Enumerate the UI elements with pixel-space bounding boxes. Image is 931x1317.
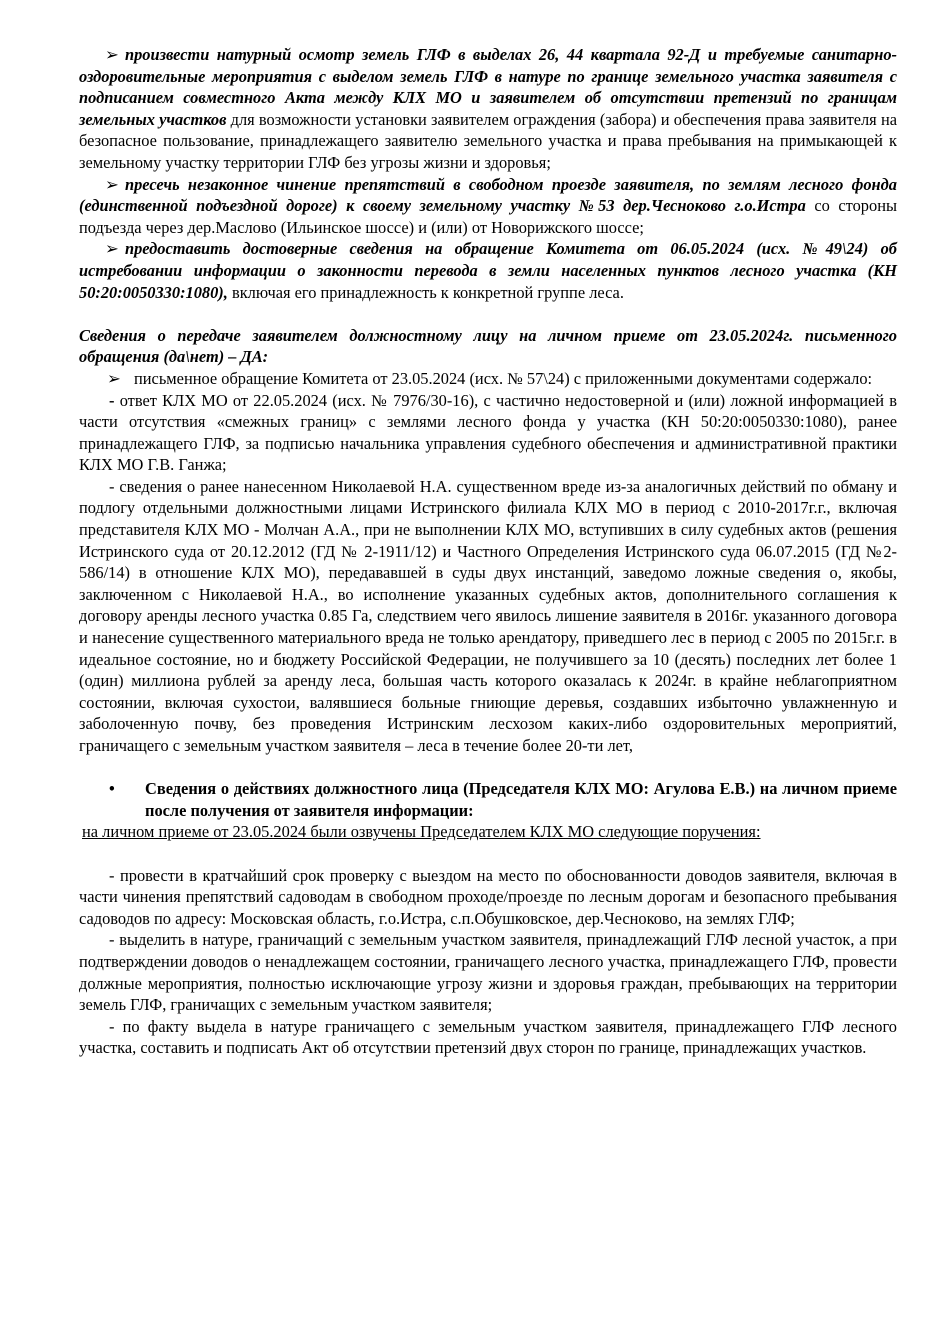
request-item-inspection-rest: для возможности установки заявителем ограждения (забора) и обеспечения права заявителя на безопасное пользование, принадлежащего заявителю земельного участка и права пребывания на примыкающей к земельному участку территории ГЛФ без угрозы жизни и здоровья; [79,109,897,172]
section-heading-actions-text: Сведения о действиях должностного лица (Председателя КЛХ МО: Агулова Е.В.) на личном приеме после получения от заявителя информации: [145,779,897,820]
request-item-access-rest: со стороны подъезда через дер.Маслово (Ильинское шоссе) и (или) от Новорижского шоссе; [79,196,897,237]
arrow-bullet-icon: ➢ [105,239,119,259]
spacer [79,303,897,325]
request-item-access [79,174,897,239]
instructions-intro [79,821,897,843]
request-item-information [79,238,897,303]
arrow-bullet-icon: ➢ [105,174,119,194]
instruction-allocate: - выделить в натуре, граничащий с земельным участком заявителя, принадлежащий ГЛФ лесной участок, а при подтверждении доводов о ненадлежащем состоянии, граничащего лесного участка, принадлежащего ГЛФ, провести должные мероприятия, полностью исключающие угрозу жизни и здоровья граждан, пребывающих на территории земель ГЛФ, граничащих с земельным участком заявителя; [79,930,897,1015]
request-item-inspection-bold: произвести натурный осмотр земель ГЛФ в выделах 26, 44 квартала 92-Д и требуемые санитарно-оздоровительные мероприятия с выделом земель ГЛФ в натуре по границе земельного участка заявителя с подписанием совместного Акта между КЛХ МО и заявителем об отсутствии претензий по границам земельных участков [79,45,897,129]
request-item-access-bold: пресечь незаконное чинение препятствий в свободном проезде заявителя, по землям лесного фонда (единственной подъездной дороге) к своему земельному участку №53 дер.Чесноково г.о.Истра [79,174,897,216]
section-heading-actions [79,778,897,821]
spacer [79,757,897,779]
request-item-information-rest: включая его принадлежность к конкретной группе леса. [227,282,624,302]
round-bullet-icon: • [109,779,115,799]
request-item-inspection [79,44,897,174]
section-heading-transfer: Сведения о передаче заявителем должностному лицу на личном приеме от 23.05.2024г. письменного обращения (да\нет) – ДА: [79,325,897,367]
paragraph-klh-response [79,390,897,476]
list-item-appeal-text: письменное обращение Комитета от 23.05.2024 (исх. № 57\24) с приложенными документами содержало: [134,368,873,388]
arrow-bullet-icon: ➢ [105,45,119,64]
arrow-bullet-icon: ➢ [107,368,121,388]
paragraph-damage-info: - сведения о ранее нанесенном Николаевой Н.А. существенном вреде из-за аналогичных действий по обману и подлогу отдельными должностными лицами Истринского филиала КЛХ МО в период с 2010-2017г.г., включая представителя КЛХ МО - Молчан А.А., при не выполнении КЛХ МО, вступивших в силу судебных актов (решения Истринского суда от 20.12.2012 (ГД № 2-1911/12) и Частного Определения Истринского суда 06.07.2015 (ГД №2-586/14) в отношение КЛХ МО), передававшей в суды двух инстанций, заведомо ложные сведения о, якобы, заключенном с Николаевой Н.А., во исполнение указанных судебных актов, дополнительного соглашения к договору аренды лесного участка 0.85 Га, следствием чего явилось лишение заявителя в 2016г. указанного договора и нанесение существенного материального вреда не только арендатору, приведшего лес в период с 2005 по 2015г.г. в идеальное состояние, но и бюджету Российской Федерации, не получившего за 10 (десять) последних лет более 1 (один) миллиона рублей за аренду леса, большая часть которого оказалась к 2024г. в крайне неблагоприятном состоянии, включая сухостои, валявшиеся больные гниющие деревья, создавших избыточно увлажненную и заболоченную почву, без проведения Истринским лесхозом каких-либо оздоровительных мероприятий, граничащего с земельным участком заявителя – леса в течение более 20-ти лет, [79,476,897,755]
instructions-intro-text: на личном приеме от 23.05.2024 были озвучены Председателем КЛХ МО следующие поручения: [82,822,761,842]
list-item-appeal [79,368,897,390]
spacer [79,843,897,865]
instruction-inspection: - провести в кратчайший срок проверку с выездом на место по обоснованности доводов заявителя, включая в части чинения препятствий садоводам в свободном проходе/проезде по лесным дорогам и безопасного пребывания садоводов по адресу: Московская область, г.о.Истра, с.п.Обушковское, дер.Чесноково, на землях ГЛФ; [79,865,897,928]
paragraph-klh-response-text: ответ КЛХ МО от 22.05.2024 (исх. № 7976/30-16), с частично недостоверной и (или) ложной информацией в части отсутствия «смежных границ» с землями лесного фонда у участка (КН 50:20:0050330:1080), ранее принадлежащего ГЛФ, за подписью начальника управления судебного обеспечения и административной практики КЛХ МО Г.В. Ганжа; [79,390,897,475]
instruction-act: - по факту выдела в натуре граничащего с земельным участком заявителя, принадлежащего ГЛФ лесного участка, составить и подписать Акт об отсутствии претензий двух сторон по границе, принадлежащих участков. [79,1016,897,1058]
request-item-information-bold: предоставить достоверные сведения на обращение Комитета от 06.05.2024 (исх. №49\24) об истребовании информации о законности перевода в земли населенных пунктов лесного участка (КН 50:20:0050330:1080), [79,239,897,302]
dash-marker: - [109,390,115,410]
